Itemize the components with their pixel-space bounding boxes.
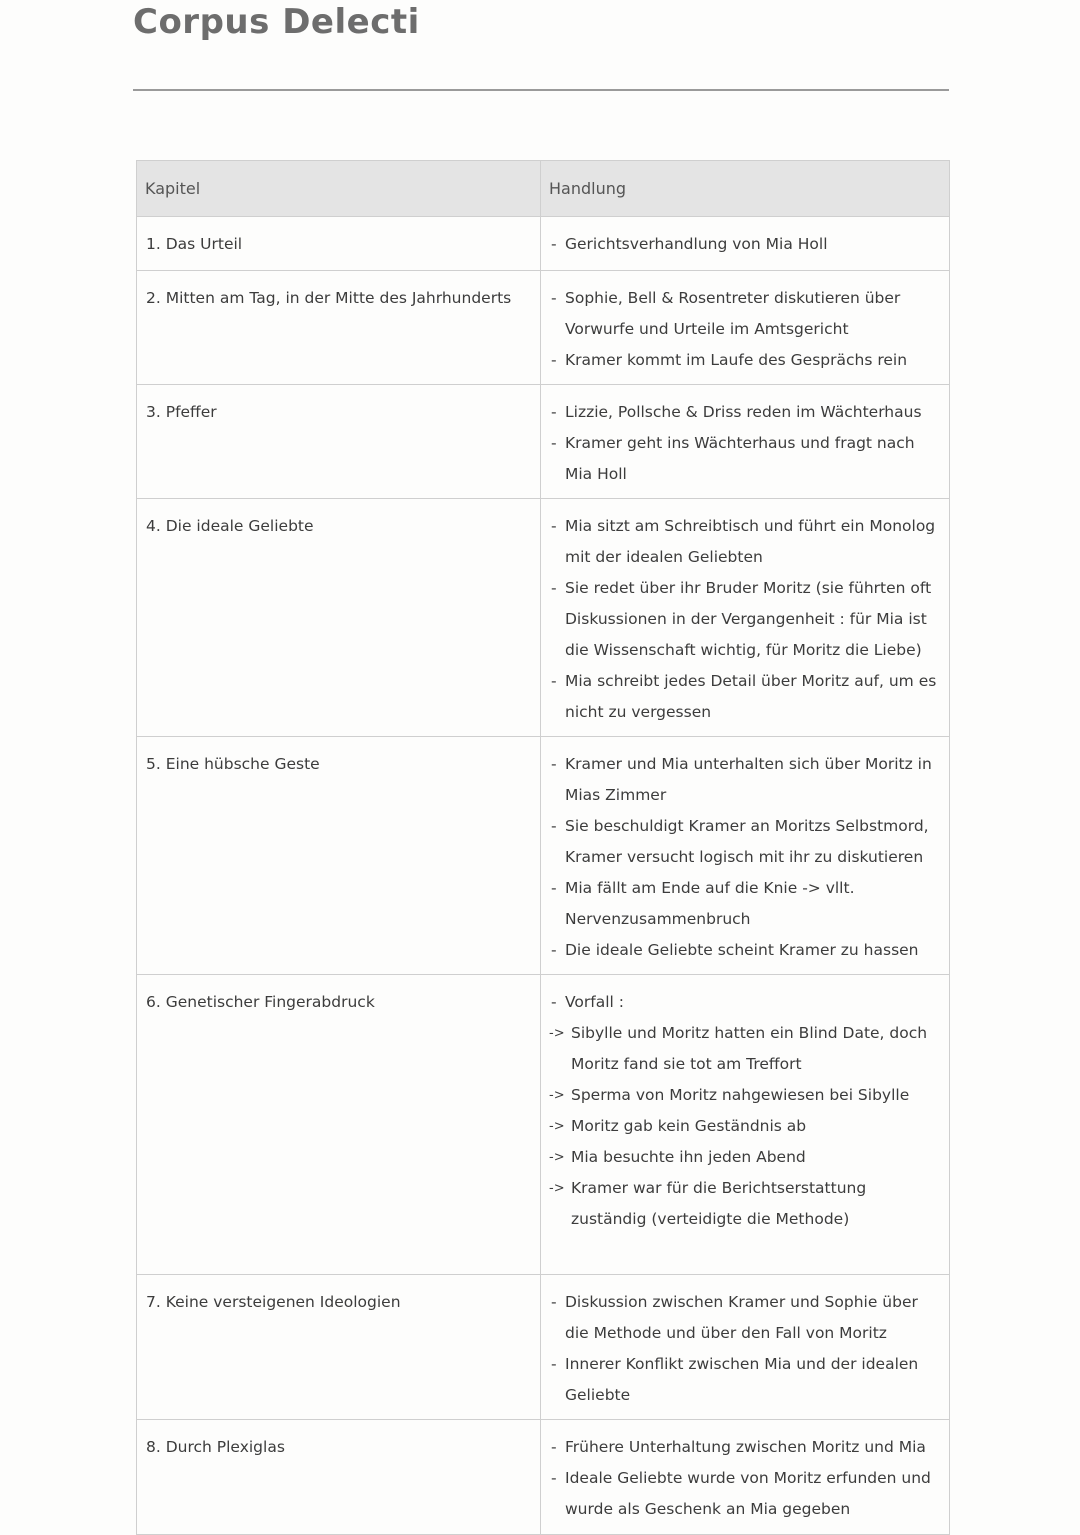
page-title: Corpus Delecti bbox=[133, 2, 420, 42]
plot-item: - Mia schreibt jedes Detail über Moritz auf, um es nicht zu vergessen bbox=[549, 666, 941, 728]
chapter-cell: 2. Mitten am Tag, in der Mitte des Jahrhunderts bbox=[137, 271, 541, 385]
chapter-cell: 1. Das Urteil bbox=[137, 217, 541, 271]
plot-cell bbox=[541, 271, 950, 385]
plot-item: - Ideale Geliebte wurde von Moritz erfunden und wurde als Geschenk an Mia gegeben bbox=[549, 1463, 941, 1525]
plot-item: - Sie beschuldigt Kramer an Moritzs Selbstmord, Kramer versucht logisch mit ihr zu diskutieren bbox=[549, 811, 941, 873]
plot-cell bbox=[541, 1275, 950, 1420]
column-header-kapitel: Kapitel bbox=[137, 161, 541, 217]
table-row bbox=[137, 1275, 950, 1420]
chapter-table bbox=[136, 160, 950, 1535]
table-row bbox=[137, 975, 950, 1275]
plot-cell bbox=[541, 1420, 950, 1535]
plot-cell bbox=[541, 217, 950, 271]
table-row bbox=[137, 385, 950, 499]
plot-item: - Diskussion zwischen Kramer und Sophie über die Methode und über den Fall von Moritz bbox=[549, 1287, 941, 1349]
chapter-cell: 6. Genetischer Fingerabdruck bbox=[137, 975, 541, 1275]
table-row bbox=[137, 217, 950, 271]
chapter-cell: 7. Keine versteigenen Ideologien bbox=[137, 1275, 541, 1420]
table-row bbox=[137, 499, 950, 737]
plot-item: - Sophie, Bell & Rosentreter diskutieren über Vorwurfe und Urteile im Amtsgericht bbox=[549, 283, 941, 345]
table-row bbox=[137, 271, 950, 385]
column-header-handlung: Handlung bbox=[541, 161, 950, 217]
title-divider bbox=[133, 89, 949, 91]
plot-item: - Sie redet über ihr Bruder Moritz (sie führten oft Diskussionen in der Vergangenheit : für Mia ist die Wissenschaft wichtig, für Moritz die Liebe) bbox=[549, 573, 941, 666]
plot-item: - Kramer und Mia unterhalten sich über Moritz in Mias Zimmer bbox=[549, 749, 941, 811]
plot-item: -> Moritz gab kein Geständnis ab bbox=[549, 1111, 941, 1142]
plot-item: -> Sibylle und Moritz hatten ein Blind Date, doch Moritz fand sie tot am Treffort bbox=[549, 1018, 941, 1080]
plot-item: - Mia sitzt am Schreibtisch und führt ein Monolog mit der idealen Geliebten bbox=[549, 511, 941, 573]
plot-cell bbox=[541, 499, 950, 737]
table-row bbox=[137, 1420, 950, 1535]
plot-item: -> Kramer war für die Berichtserstattung zuständig (verteidigte die Methode) bbox=[549, 1173, 941, 1235]
plot-cell bbox=[541, 385, 950, 499]
table-header-row bbox=[137, 161, 950, 217]
plot-item: - Kramer geht ins Wächterhaus und fragt nach Mia Holl bbox=[549, 428, 941, 490]
chapter-cell: 3. Pfeffer bbox=[137, 385, 541, 499]
plot-item: - Innerer Konflikt zwischen Mia und der idealen Geliebte bbox=[549, 1349, 941, 1411]
plot-cell bbox=[541, 975, 950, 1275]
plot-item: - Frühere Unterhaltung zwischen Moritz und Mia bbox=[549, 1432, 941, 1463]
plot-item: - Kramer kommt im Laufe des Gesprächs rein bbox=[549, 345, 941, 376]
chapter-cell: 5. Eine hübsche Geste bbox=[137, 737, 541, 975]
plot-item: -> Mia besuchte ihn jeden Abend bbox=[549, 1142, 941, 1173]
plot-item: -> Sperma von Moritz nahgewiesen bei Sibylle bbox=[549, 1080, 941, 1111]
plot-item: - Die ideale Geliebte scheint Kramer zu hassen bbox=[549, 935, 941, 966]
plot-item: - Lizzie, Pollsche & Driss reden im Wächterhaus bbox=[549, 397, 941, 428]
vorfall-label: - Vorfall : bbox=[549, 987, 941, 1018]
table-row bbox=[137, 737, 950, 975]
chapter-cell: 4. Die ideale Geliebte bbox=[137, 499, 541, 737]
plot-cell bbox=[541, 737, 950, 975]
plot-item: - Gerichtsverhandlung von Mia Holl bbox=[549, 229, 941, 260]
chapter-cell: 8. Durch Plexiglas bbox=[137, 1420, 541, 1535]
plot-item: - Mia fällt am Ende auf die Knie -> vllt. Nervenzusammenbruch bbox=[549, 873, 941, 935]
